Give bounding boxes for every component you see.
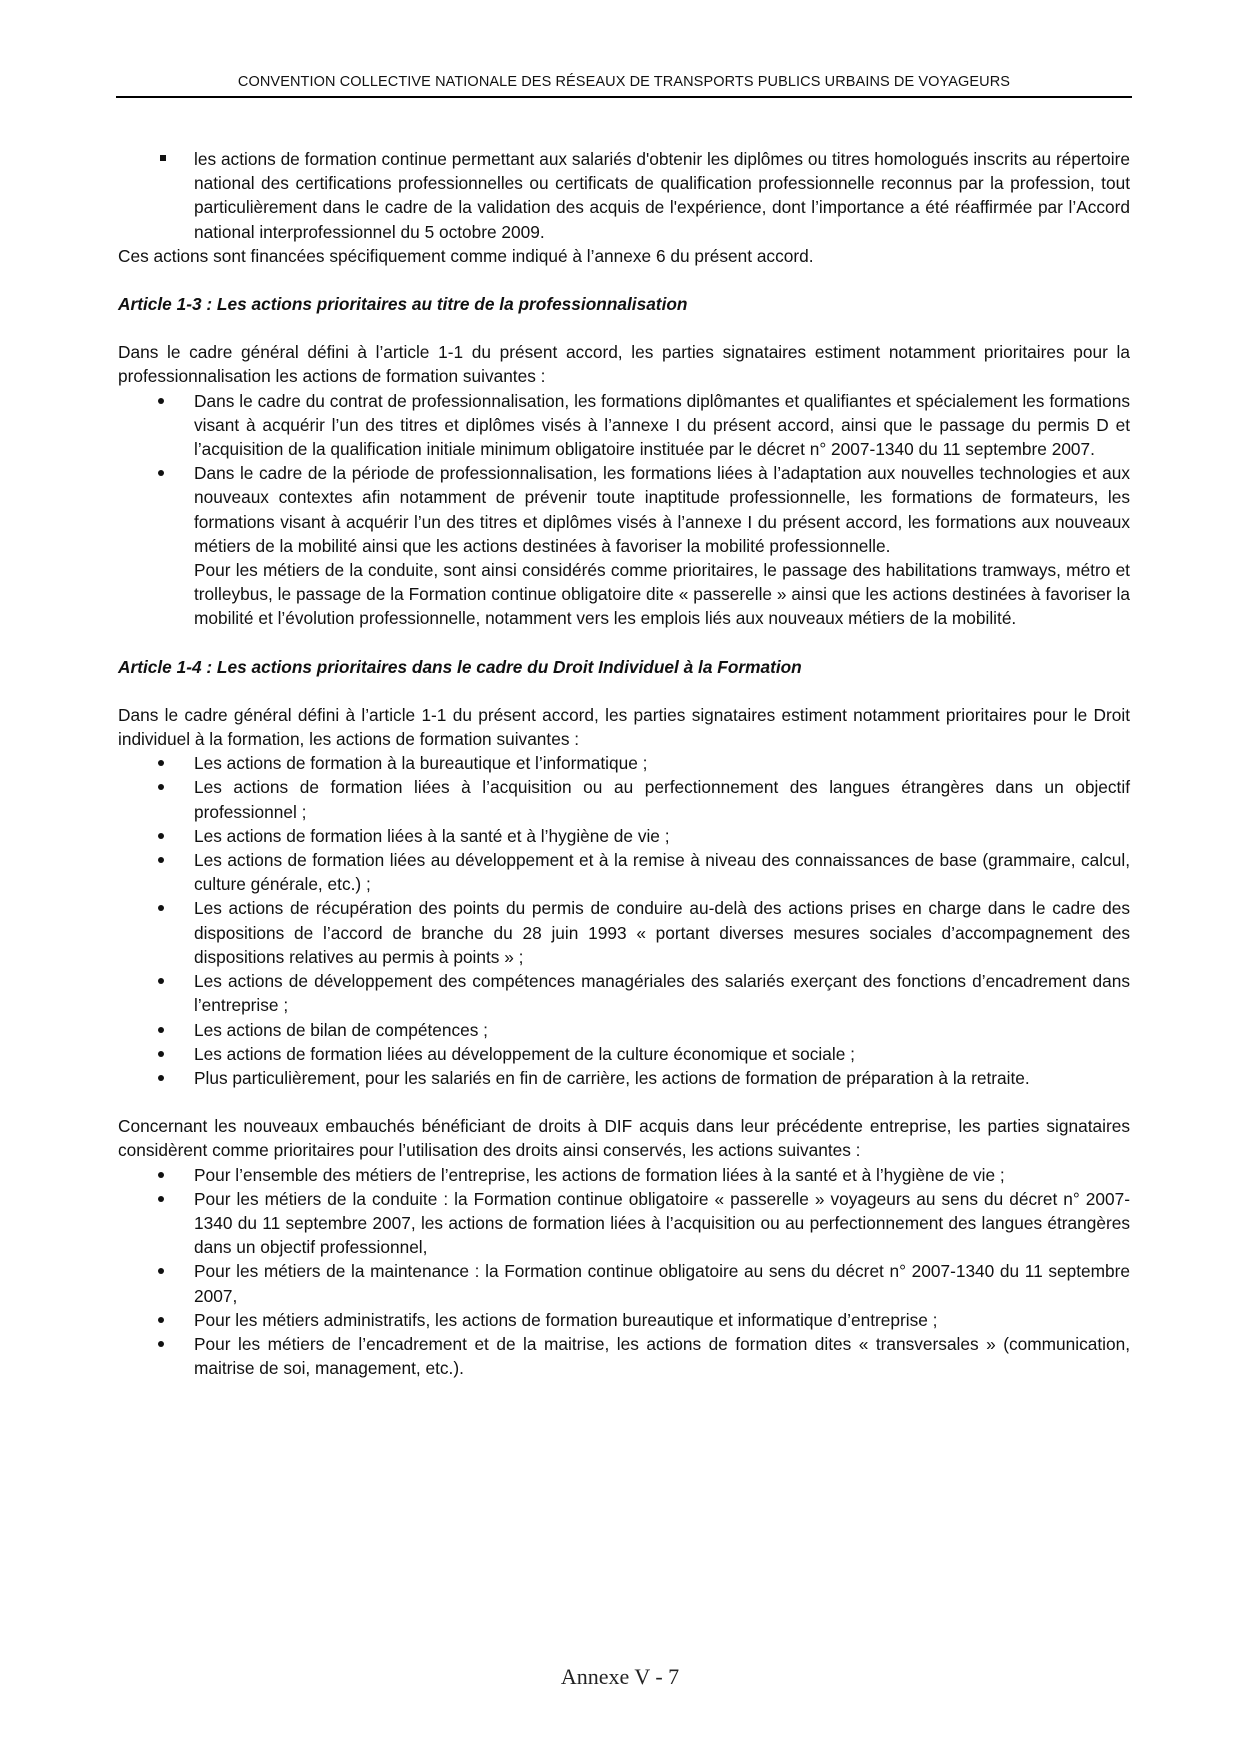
- running-header: CONVENTION COLLECTIVE NATIONALE DES RÉSEAUX DE TRANSPORTS PUBLICS URBAINS DE VOYAGEURS: [116, 74, 1132, 98]
- list-item: [118, 147, 1130, 244]
- page-footer: Annexe V - 7: [560, 1664, 680, 1689]
- list-item: [118, 775, 1130, 823]
- list-item-text: les actions de formation continue permettant aux salariés d'obtenir les diplômes ou titres homologués inscrits au répertoire national des certifications professionnelles ou certificats de qualification professionnelle reconnus par la profession, tout particulièrement dans le cadre de la validation des acquis de l'expérience, dont l’importance a été réaffirmée par l’Accord national interprofessionnel du 5 octobre 2009.: [194, 149, 1130, 242]
- list-item: [118, 824, 1130, 848]
- list-item: [118, 1066, 1130, 1090]
- list-item: [118, 389, 1130, 462]
- article-1-3-list: [118, 389, 1130, 558]
- list-item: [118, 848, 1130, 896]
- list-item: [118, 461, 1130, 558]
- list-item: [118, 969, 1130, 1017]
- list-item: [118, 1042, 1130, 1066]
- list-item-text: Les actions de formation à la bureautique et l’informatique ;: [194, 753, 648, 774]
- paragraph: Concernant les nouveaux embauchés bénéficiant de droits à DIF acquis dans leur précédente entreprise, les parties signataires considèrent comme prioritaires pour l’utilisation des droits ainsi conservés, les actions suivantes :: [118, 1116, 1130, 1161]
- paragraph: Dans le cadre général défini à l’article 1-1 du présent accord, les parties signataires estiment notamment prioritaires pour la professionnalisation les actions de formation suivantes :: [118, 342, 1130, 387]
- list-item-text: Les actions de formation liées au développement et à la remise à niveau des connaissances de base (grammaire, calcul, culture générale, etc.) ;: [194, 850, 1130, 895]
- paragraph: Ces actions sont financées spécifiquement comme indiqué à l’annexe 6 du présent accord.: [118, 245, 814, 266]
- paragraph: Dans le cadre général défini à l’article 1-1 du présent accord, les parties signataires estiment notamment prioritaires pour le Droit individuel à la formation, les actions de formation suivantes :: [118, 704, 1130, 750]
- list-item: [118, 1187, 1130, 1260]
- list-item-text: Les actions de formation liées au développement de la culture économique et sociale ;: [194, 1043, 855, 1064]
- list-item-text: Dans le cadre de la période de professionnalisation, les formations liées à l’adaptation aux nouvelles technologies et aux nouveaux contextes afin notamment de prévenir toute inaptitude professionnelle, les formations de formateurs, les formations visant à acquérir l’un des titres et diplômes visés à l’annexe I du présent accord, les formations aux nouveaux métiers de la mobilité ainsi que les actions destinées à favoriser la mobilité professionnelle.: [194, 463, 1130, 556]
- list-item: [118, 1163, 1130, 1187]
- list-item: [118, 1332, 1130, 1380]
- list-item-text: Les actions de bilan de compétences ;: [194, 1019, 488, 1040]
- spacer: [118, 1090, 1130, 1114]
- dif-list: [118, 1163, 1130, 1381]
- list-item-text: Plus particulièrement, pour les salariés en fin de carrière, les actions de formation de préparation à la retraite.: [194, 1067, 1030, 1088]
- list-item: [118, 1308, 1130, 1332]
- article-1-3-heading: Article 1-3 : Les actions prioritaires au titre de la professionnalisation: [118, 294, 688, 315]
- indented-paragraph: Pour les métiers de la conduite, sont ainsi considérés comme prioritaires, le passage des habilitations tramways, métro et trolleybus, le passage de la Formation continue obligatoire dite « passerelle » ainsi que les actions destinées à favoriser la mobilité et l’évolution professionnelle, notamment vers les emplois liés aux nouveaux métiers de la mobilité.: [194, 560, 1130, 629]
- list-item: [118, 751, 1130, 775]
- list-item-text: Pour les métiers de l’encadrement et de la maitrise, les actions de formation dites « transversales » (communication, maitrise de soi, management, etc.).: [194, 1333, 1130, 1379]
- list-item-text: Pour les métiers de la conduite : la Formation continue obligatoire « passerelle » voyageurs au sens du décret n° 2007-1340 du 11 septembre 2007, les actions de formation liées à l’acquisition ou au perfectionnement des langues étrangères dans un objectif professionnel,: [194, 1188, 1130, 1258]
- list-item-text: Pour les métiers de la maintenance : la Formation continue obligatoire au sens du décret n° 2007-1340 du 11 septembre 2007,: [194, 1261, 1130, 1306]
- list-item: [118, 1018, 1130, 1042]
- list-item: [118, 1259, 1130, 1307]
- document-body: [118, 147, 1130, 1380]
- list-item-text: Les actions de formation liées à la santé et à l’hygiène de vie ;: [194, 825, 670, 846]
- list-item: [118, 896, 1130, 969]
- list-item-text: Pour l’ensemble des métiers de l’entreprise, les actions de formation liées à la santé et à l’hygiène de vie ;: [194, 1164, 1005, 1185]
- list-item-text: Les actions de formation liées à l’acquisition ou au perfectionnement des langues étrangères dans un objectif professionnel ;: [194, 777, 1130, 822]
- list-item-text: Les actions de développement des compétences managériales des salariés exerçant des fonctions d’encadrement dans l’entreprise ;: [194, 971, 1130, 1016]
- article-1-4-list: [118, 751, 1130, 1090]
- list-item-text: Les actions de récupération des points du permis de conduire au-delà des actions prises en charge dans le cadre des dispositions de l’accord de branche du 28 juin 1993 « portant diverses mesures sociales d’accompagnement des dispositions relatives au permis à points » ;: [194, 898, 1130, 967]
- list-item-text: Dans le cadre du contrat de professionnalisation, les formations diplômantes et qualifiantes et spécialement les formations visant à acquérir l’un des titres et diplômes visés à l’annexe I du présent accord, ainsi que le passage du permis D et l’acquisition de la qualification initiale minimum obligatoire instituée par le décret n° 2007-1340 du 11 septembre 2007.: [194, 390, 1130, 460]
- list-item-text: Pour les métiers administratifs, les actions de formation bureautique et informatique d’entreprise ;: [194, 1309, 938, 1330]
- intro-list: [118, 147, 1130, 244]
- article-1-4-heading: Article 1-4 : Les actions prioritaires dans le cadre du Droit Individuel à la Formation: [118, 656, 802, 677]
